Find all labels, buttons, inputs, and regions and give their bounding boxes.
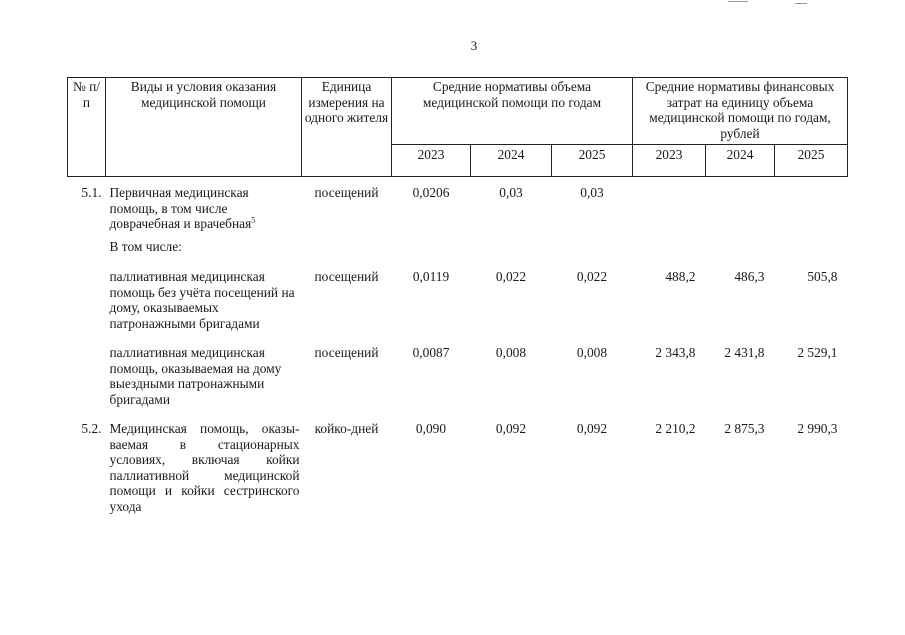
row-number [68, 259, 106, 335]
vol-2023: 0,090 [415, 421, 447, 436]
row-number [68, 233, 106, 259]
fin-2025: 505,8 [807, 269, 838, 284]
vol-2024: 0,092 [495, 421, 527, 436]
table-row [68, 233, 848, 259]
row-number: 5.2. [81, 421, 102, 436]
fin-2024 [706, 177, 775, 234]
vol-2023 [392, 233, 471, 259]
header-year-vol-2023: 2023 [392, 145, 471, 177]
header-year-fin-2024: 2024 [706, 145, 775, 177]
fin-2023: 488,2 [665, 269, 696, 284]
vol-2025: 0,022 [576, 269, 608, 284]
row-number [68, 335, 106, 411]
row-name: паллиативная медицинская помощь без учёта посещений на дому, оказываемых патронажными бригадами [109, 269, 295, 331]
vol-2024: 0,022 [495, 269, 527, 284]
header-unit: Единица измерения на одного жителя [302, 78, 392, 177]
row-unit: койко-дней [314, 421, 379, 436]
header-year-vol-2025: 2025 [552, 145, 633, 177]
row-unit: посещений [314, 185, 379, 200]
fin-2025: 2 529,1 [797, 345, 838, 360]
fin-2023: 2 210,2 [655, 421, 696, 436]
footnote-mark: 5 [251, 215, 256, 225]
vol-2023: 0,0206 [412, 185, 450, 200]
row-name [106, 177, 302, 234]
vol-2025: 0,092 [576, 421, 608, 436]
header-finance: Средние нормативы финансовых затрат на единицу объема медицинской помощи по годам, рублей [633, 78, 848, 145]
table-row [68, 177, 848, 234]
vol-2023: 0,0087 [412, 345, 450, 360]
row-number: 5.1. [81, 185, 102, 200]
scan-mark [728, 1, 748, 2]
row-name: В том числе: [109, 239, 182, 254]
header-year-vol-2024: 2024 [471, 145, 552, 177]
header-kind: Виды и условия оказания медицинской помощи [106, 78, 302, 177]
row-unit: посещений [314, 269, 379, 284]
fin-2024 [706, 233, 775, 259]
header-num: № п/п [68, 78, 106, 177]
vol-2023: 0,0119 [412, 269, 450, 284]
header-volume: Средние нормативы объема медицинской помощи по годам [392, 78, 633, 145]
table-row [68, 259, 848, 335]
vol-2024 [471, 233, 552, 259]
header-year-fin-2023: 2023 [633, 145, 706, 177]
fin-2023 [633, 177, 706, 234]
page-number: 3 [470, 38, 478, 53]
vol-2024: 0,03 [499, 185, 523, 200]
header-year-fin-2025: 2025 [775, 145, 848, 177]
row-name: паллиативная медицинская помощь, оказываемая на дому выездными патронажными бригадами [109, 345, 282, 407]
row-name: Медицинская помощь, оказы-ваемая в стационарных условиях, включая койки паллиативной медицинской помощи и койки сестринского ухода [109, 421, 300, 514]
table-row [68, 335, 848, 411]
fin-2024: 2 875,3 [724, 421, 765, 436]
fin-2025 [775, 233, 848, 259]
scan-mark [795, 3, 807, 4]
norms-table [67, 77, 848, 514]
table-row [68, 411, 848, 514]
vol-2025 [552, 233, 633, 259]
fin-2023: 2 343,8 [655, 345, 696, 360]
vol-2025: 0,008 [576, 345, 608, 360]
row-name-text: Первичная медицинская помощь, в том числе доврачебная и врачебная [109, 185, 252, 231]
vol-2025: 0,03 [580, 185, 604, 200]
fin-2023 [633, 233, 706, 259]
row-unit [302, 233, 392, 259]
fin-2025 [775, 177, 848, 234]
vol-2024: 0,008 [495, 345, 527, 360]
fin-2025: 2 990,3 [797, 421, 838, 436]
row-unit: посещений [314, 345, 379, 360]
fin-2024: 486,3 [734, 269, 765, 284]
fin-2024: 2 431,8 [724, 345, 765, 360]
